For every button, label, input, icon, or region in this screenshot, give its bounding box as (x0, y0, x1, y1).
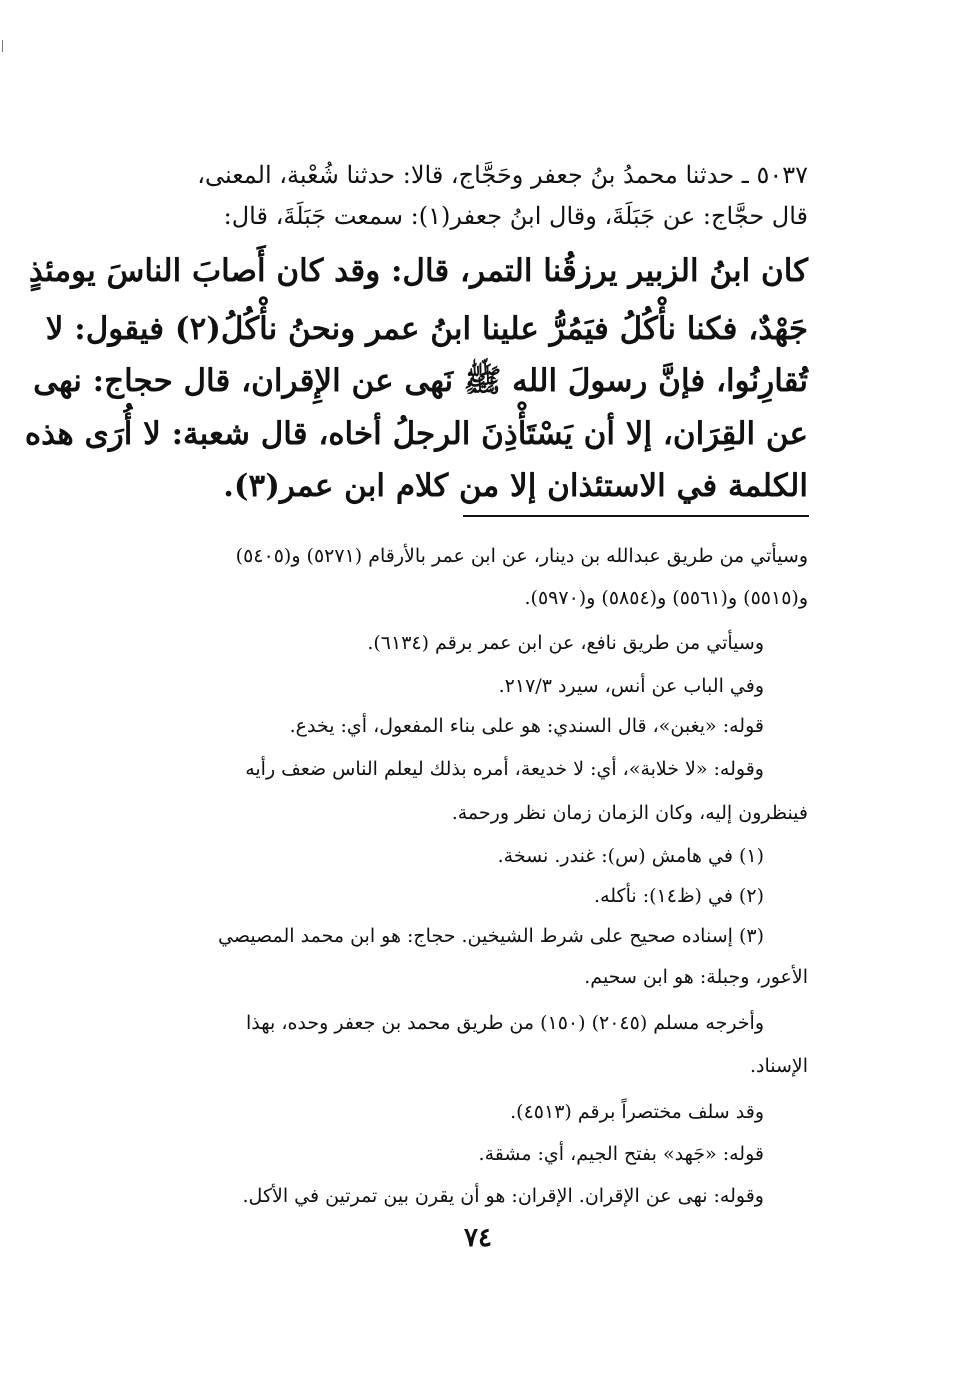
footnote-line: قوله: «يغبن»، قال السندي: هو على بناء المفعول، أي: يخدع. (289, 715, 764, 737)
hadith-number-line: ٥٠٣٧ ـ حدثنا محمدُ بنُ جعفر وحَجَّاج، قالا: حدثنا شُعْبة، المعنى، (197, 161, 808, 189)
footnote-line: وأخرجه مسلم (٢٠٤٥) (١٥٠) من طريق محمد بن جعفر وحده، بهذا (245, 1012, 764, 1034)
footnote-line: وفي الباب عن أنس، سيرد ٢١٧/٣. (498, 675, 764, 697)
footnote-line: الإسناد. (749, 1055, 808, 1077)
footnote-line: وقد سلف مختصراً برقم (٤٥١٣). (510, 1101, 764, 1123)
hadith-body-line: عن القِرَان، إلا أن يَسْتَأْذِنَ الرجلُ أخاه، قال شعبة: لا أُرَى هذه (24, 416, 808, 452)
page-number: ٧٤ (464, 1223, 492, 1253)
footnote-line: (٢) في (ظ١٤): نأكله. (594, 885, 764, 907)
footnote-line: فينظرون إليه، وكان الزمان زمان نظر ورحمة. (451, 802, 808, 824)
footnote-line: وسيأتي من طريق عبدالله بن دينار، عن ابن عمر بالأرقام (٥٢٧١) و(٥٤٠٥) (235, 545, 808, 567)
footnote-line: وسيأتي من طريق نافع، عن ابن عمر برقم (٦١٣٤). (367, 632, 764, 654)
scan-edge-mark (2, 40, 3, 52)
footnote-line: وقوله: «لا خلابة»، أي: لا خديعة، أمره بذلك ليعلم الناس ضعف رأيه (245, 758, 764, 780)
footnote-line: الأعور، وجبلة: هو ابن سحيم. (584, 966, 808, 988)
footnote-line: قوله: «جَهد» بفتح الجيم، أي: مشقة. (478, 1143, 764, 1165)
hadith-body-line: الكلمة في الاستئذان إلا من كلام ابن عمر(٣). (223, 468, 808, 504)
footnote-line: وقوله: نهى عن الإقران. الإقران: هو أن يقرن بين تمرتين في الأكل. (242, 1185, 764, 1207)
footnote-line: (٣) إسناده صحيح على شرط الشيخين. حجاج: هو ابن محمد المصيصي (218, 925, 764, 947)
footnote-line: (١) في هامش (س): غندر. نسخة. (497, 845, 764, 867)
footnote-separator (463, 515, 809, 517)
hadith-body-line: كان ابنُ الزبير يرزقُنا التمر، قال: وقد كان أَصابَ الناسَ يومئذٍ (28, 253, 808, 289)
hadith-body-line: جَهْدٌ، فكنا نأْكُلُ فيَمُرُّ علينا ابنُ عمر ونحنُ نأْكُلُ(٢) فيقول: لا (45, 311, 808, 347)
footnote-line: و(٥٥١٥) و(٥٥٦١) و(٥٨٥٤) و(٥٩٧٠). (524, 587, 808, 609)
hadith-chain-line: قال حجَّاج: عن جَبَلَةَ، وقال ابنُ جعفر(١): سمعت جَبَلَةَ، قال: (223, 202, 808, 230)
hadith-body-line: تُقارِنُوا، فإنَّ رسولَ الله ﷺ نَهى عن الإِقران، قال حجاج: نهى (33, 363, 808, 399)
